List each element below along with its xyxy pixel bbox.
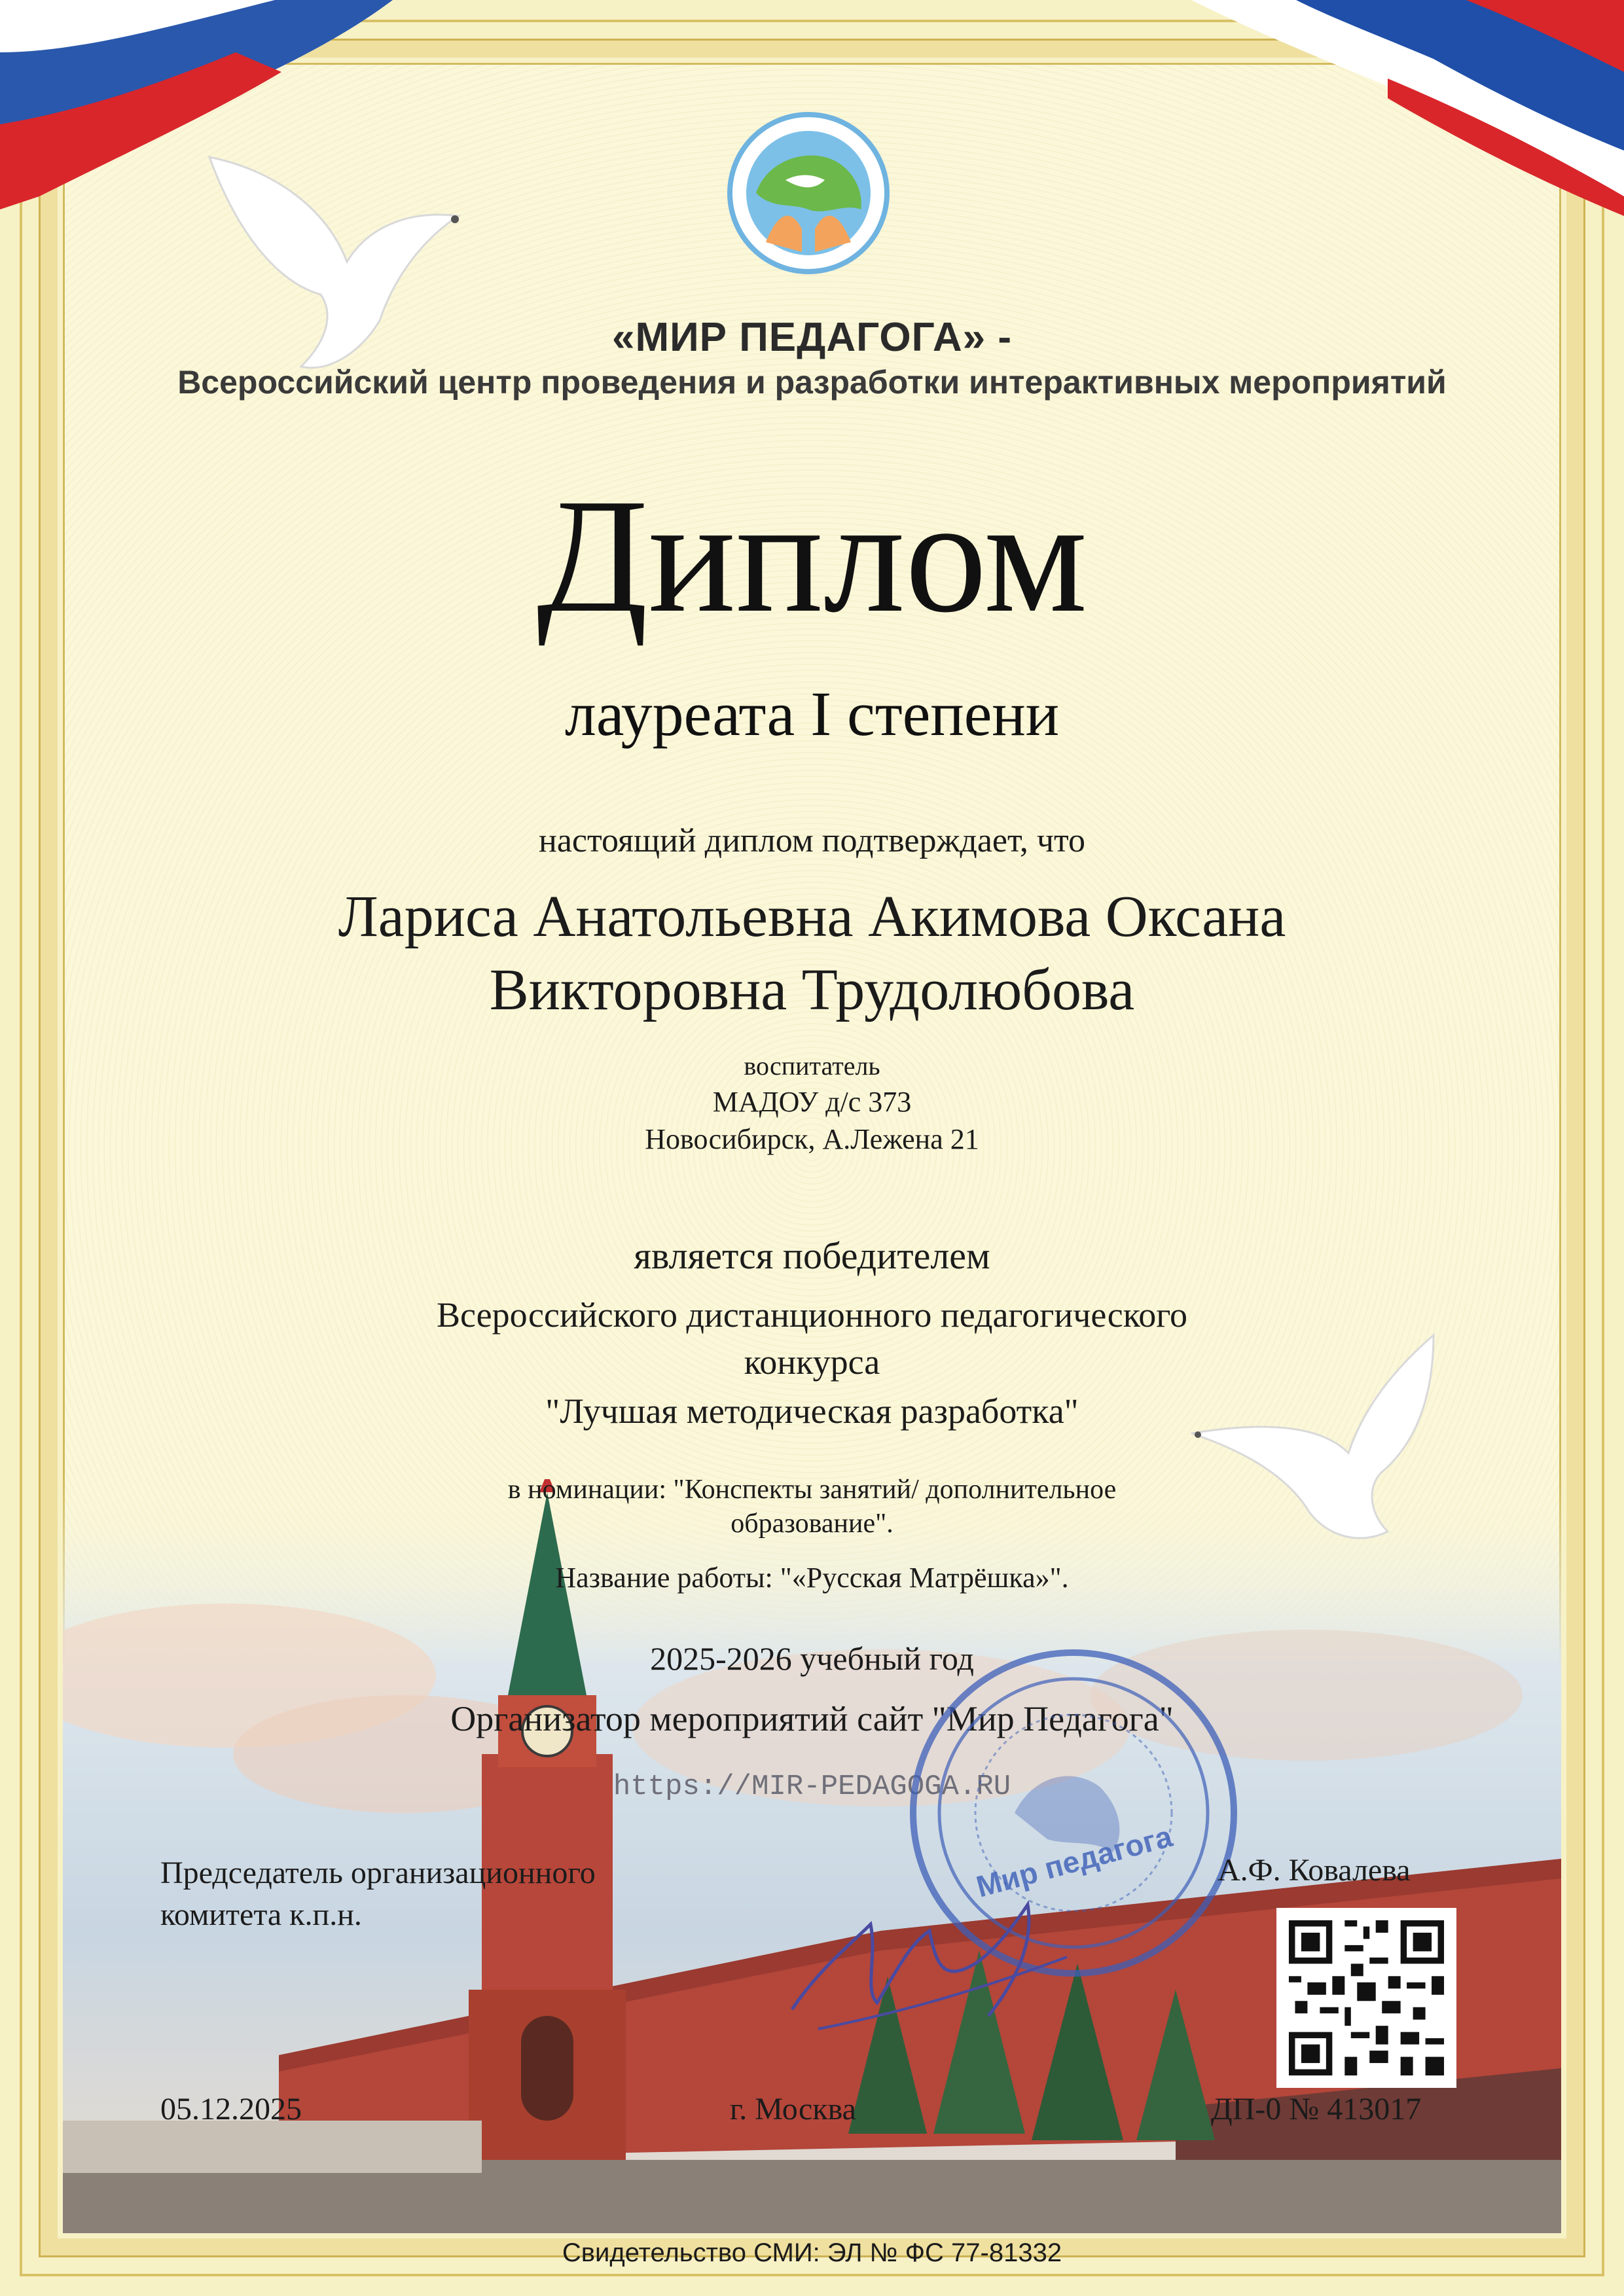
chair-title-line1: Председатель организационного (160, 1856, 596, 1890)
issue-city: г. Москва (730, 2092, 856, 2126)
site-url: https://MIR-PEDAGOGA.RU (613, 1770, 1011, 1803)
chair-name: А.Ф. Ковалева (1218, 1853, 1411, 1888)
qr-code-icon (1276, 1908, 1456, 2088)
confirm-text: настоящий диплом подтверждает, что (538, 822, 1086, 859)
contest-name: "Лучшая методическая разработка" (545, 1391, 1079, 1431)
recipient-name-line1: Лариса Анатольевна Акимова Оксана (338, 884, 1286, 949)
nomination-line1: в номинации: "Конспекты занятий/ дополнительное (507, 1475, 1117, 1505)
winner-text: является победителем (634, 1234, 990, 1277)
contest-line1: Всероссийского дистанционного педагогического (437, 1295, 1187, 1335)
brand-name: «МИР ПЕДАГОГА» - (611, 315, 1013, 360)
diploma-number: ДП-0 № 413017 (1211, 2092, 1422, 2126)
recipient-role: воспитатель (744, 1051, 880, 1081)
nomination-line2: образование". (731, 1509, 893, 1539)
media-certificate: Свидетельство СМИ: ЭЛ № ФС 77-81332 (562, 2238, 1062, 2267)
russian-flag-right-icon (1126, 0, 1624, 216)
brand-subtitle: Всероссийский центр проведения и разработки интерактивных мероприятий (177, 364, 1447, 401)
nomination (0, 1473, 1624, 1541)
recipient-name-line2: Викторовна Трудолюбова (489, 958, 1135, 1022)
diploma-degree: лауреата I степени (564, 679, 1060, 749)
stamp-text: Мир педагога (973, 1819, 1176, 1904)
contest-line2: конкурса (744, 1342, 880, 1382)
work-title: Название работы: "«Русская Матрёшка»". (555, 1562, 1069, 1594)
recipient-name (0, 880, 1624, 1027)
recipient-organization: МАДОУ д/с 373 (712, 1086, 912, 1118)
chair-title-line2: комитета к.п.н. (160, 1897, 362, 1932)
diploma-title: Диплом (536, 465, 1088, 647)
academic-year: 2025-2026 учебный год (650, 1640, 974, 1677)
signature-icon (779, 1865, 1080, 2042)
issue-date: 05.12.2025 (160, 2092, 302, 2126)
mir-pedagoga-logo-icon (727, 111, 890, 275)
recipient-address: Новосибирск, А.Лежена 21 (645, 1123, 979, 1155)
chair-title (160, 1852, 596, 1936)
organizer-text: Организатор мероприятий сайт "Мир Педагога" (450, 1699, 1174, 1738)
